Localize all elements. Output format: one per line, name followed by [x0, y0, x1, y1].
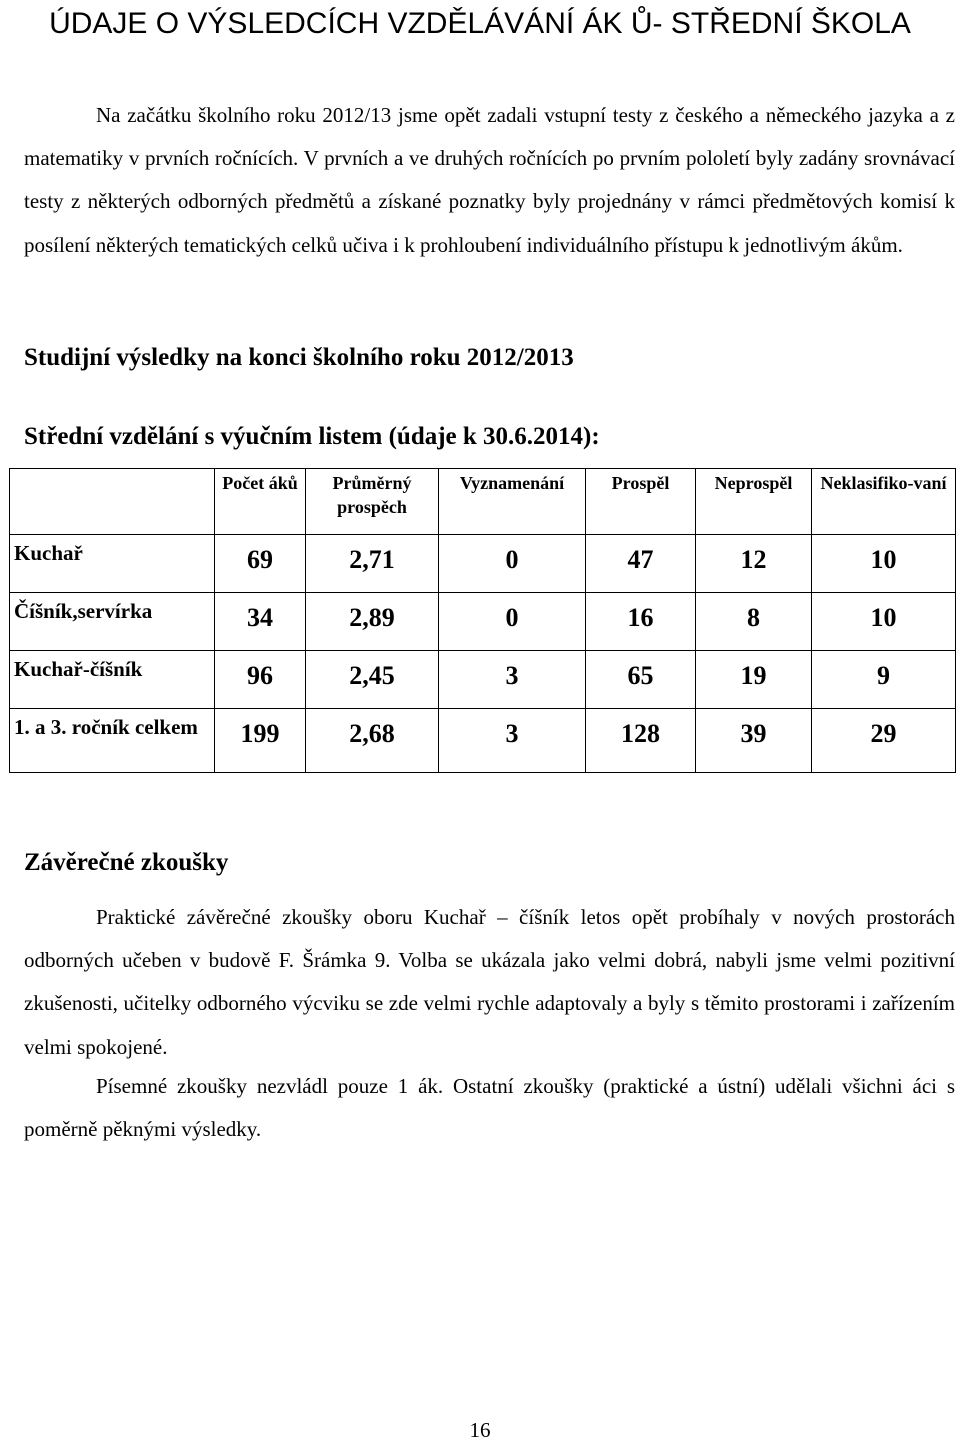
table-cell: 96 [215, 651, 306, 709]
table-row [10, 593, 956, 651]
row-label: Kuchař [10, 535, 215, 593]
table-cell: 199 [215, 709, 306, 773]
table-cell: 0 [439, 535, 586, 593]
table-row [10, 651, 956, 709]
table-cell: 47 [586, 535, 696, 593]
table-header-cell: Prospěl [586, 469, 696, 535]
table-cell: 2,45 [306, 651, 439, 709]
table-cell: 39 [696, 709, 812, 773]
results-table [9, 468, 956, 773]
secondary-education-heading: Střední vzdělání s výučním listem (údaje k 30.6.2014): [24, 423, 600, 450]
table-cell: 2,68 [306, 709, 439, 773]
table-cell: 3 [439, 651, 586, 709]
table-row-total [10, 709, 956, 773]
page-title: ÚDAJE O VÝSLEDCÍCH VZDĚLÁVÁNÍ ÁK Ů- STŘEDNÍ ŠKOLA [49, 7, 911, 40]
final-exams-paragraph-1: Praktické závěrečné zkoušky oboru Kuchař – číšník letos opět probíhaly v nových prostorách odborných učeben v budově F. Šrámka 9. Volba se ukázala jako velmi dobrá, nabyli jsme velmi pozitivní zkušenosti, učitelky odborného výcviku se zde velmi rychle adaptovaly a byly s těmito prostorami i zařízením velmi spokojené. [24, 905, 955, 1059]
table-cell: 19 [696, 651, 812, 709]
table-header-cell: Vyznamenání [439, 469, 586, 535]
table-cell: 65 [586, 651, 696, 709]
table-header-cell: Počet áků [215, 469, 306, 535]
table-header-cell [10, 469, 215, 535]
table-cell: 3 [439, 709, 586, 773]
row-label: 1. a 3. ročník celkem [10, 709, 215, 773]
table-cell: 9 [812, 651, 956, 709]
row-label: Číšník,servírka [10, 593, 215, 651]
final-exams-paragraph-2: Písemné zkoušky nezvládl pouze 1 ák. Ostatní zkoušky (praktické a ústní) udělali všichni áci s poměrně pěknými výsledky. [24, 1074, 955, 1142]
table-cell: 12 [696, 535, 812, 593]
results-heading: Studijní výsledky na konci školního roku 2012/2013 [24, 344, 574, 371]
page-number: 16 [469, 1418, 491, 1442]
row-label: Kuchař-číšník [10, 651, 215, 709]
table-cell: 29 [812, 709, 956, 773]
table-cell: 128 [586, 709, 696, 773]
final-exams-heading: Závěrečné zkoušky [24, 849, 229, 876]
table-cell: 10 [812, 535, 956, 593]
table-header-cell: Neprospěl [696, 469, 812, 535]
table-cell: 10 [812, 593, 956, 651]
table-cell: 0 [439, 593, 586, 651]
table-cell: 16 [586, 593, 696, 651]
table-header-row [10, 469, 956, 535]
table-header-cell: Průměrný prospěch [306, 469, 439, 535]
table-cell: 8 [696, 593, 812, 651]
intro-paragraph: Na začátku školního roku 2012/13 jsme opět zadali vstupní testy z českého a německého jazyka a z matematiky v prvních ročnících. V prvních a ve druhých ročnících po prvním pololetí byly zadány srovnávací testy z některých odborných předmětů a získané poznatky byly projednány v rámci předmětových komisí k posílení některých tematických celků učiva i k prohloubení individuálního přístupu k jednotlivým ákům. [24, 103, 955, 257]
table-cell: 69 [215, 535, 306, 593]
table-row [10, 535, 956, 593]
table-cell: 2,71 [306, 535, 439, 593]
table-header-cell: Neklasifiko-vaní [812, 469, 956, 535]
table-cell: 2,89 [306, 593, 439, 651]
table-cell: 34 [215, 593, 306, 651]
